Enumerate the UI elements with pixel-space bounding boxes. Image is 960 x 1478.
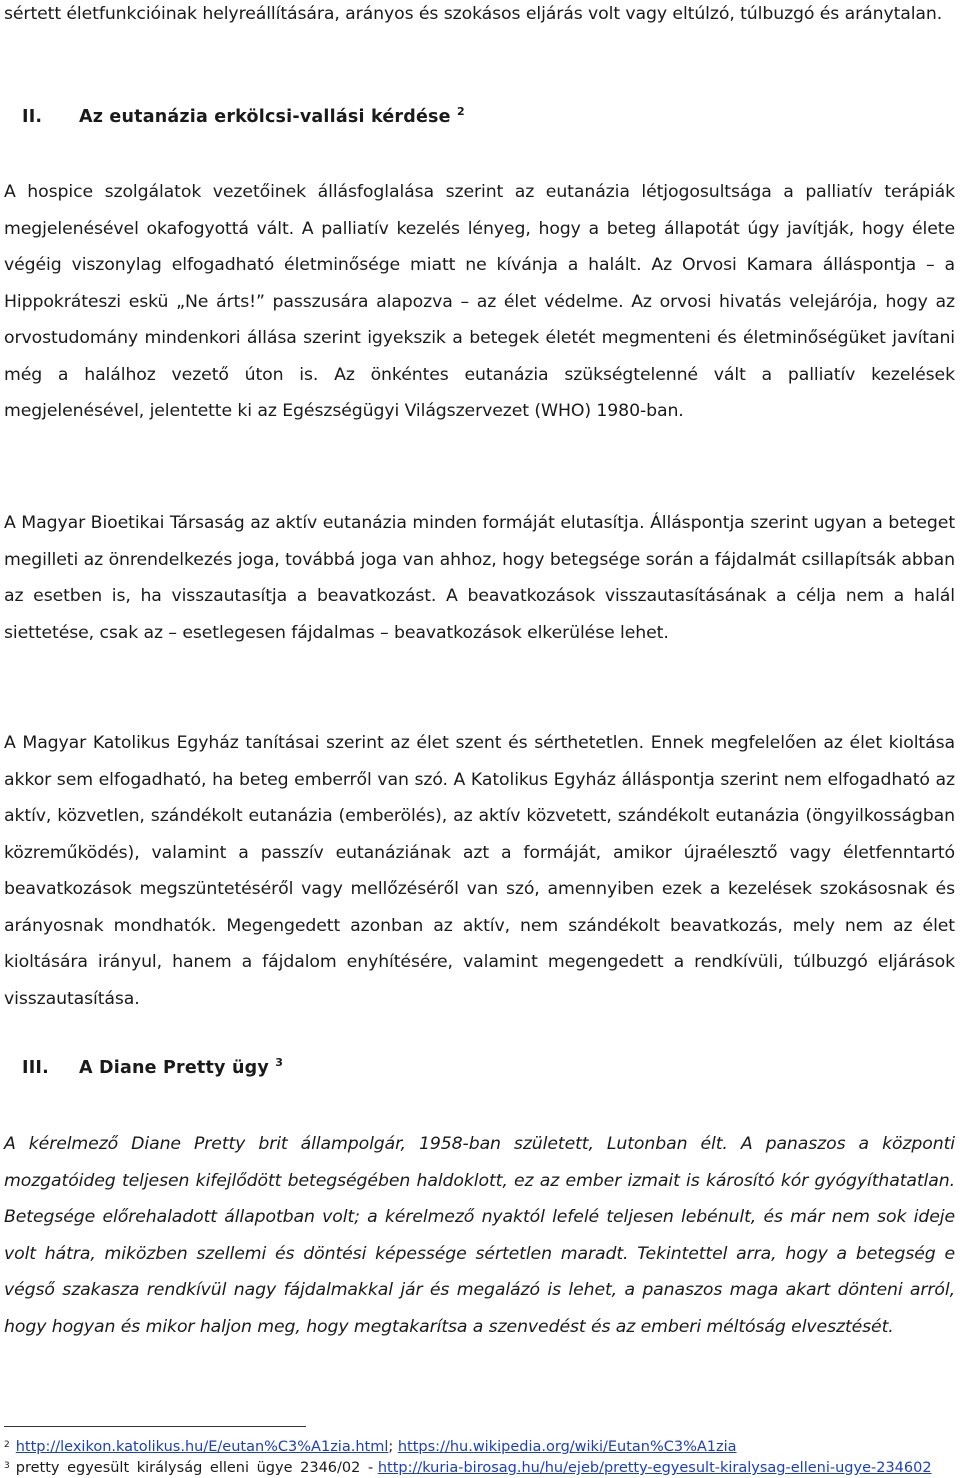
section-number: III. — [22, 1058, 49, 1078]
footnote-divider — [4, 1426, 306, 1427]
footnote-ref[interactable]: 2 — [457, 105, 465, 118]
footnote-link-kuria[interactable]: http://kuria-birosag.hu/hu/ejeb/pretty-egyesult-kiralysag-elleni-ugye-234602 — [377, 1460, 932, 1476]
section-title: A Diane Pretty ügy — [79, 1058, 269, 1078]
footnote-text: pretty egyesült királyság elleni ügye 2346/02 - — [15, 1460, 374, 1476]
footnote-ref[interactable]: 3 — [275, 1056, 284, 1069]
footnote-mark: 3 — [4, 1461, 10, 1471]
footnote-link-lexikon[interactable]: http://lexikon.katolikus.hu/E/eutan%C3%A1zia.html — [15, 1439, 389, 1455]
footnote-2 — [4, 1437, 955, 1457]
footnote-separator: ; — [388, 1439, 394, 1455]
hospice-paragraph: A hospice szolgálatok vezetőinek állásfoglalása szerint az eutanázia létjogosultsága a palliatív terápiák megjelenésével okafogyottá vált. A palliatív kezelés lényeg, hogy a beteg állapotát úgy javítják, hogy élete végéig viszonylag elfogadható életminősége miatt ne kívánja a halált. Az Orvosi Kamara álláspontja – a Hippokráteszi eskü „Ne árts!” passzusára alapozva – az élet védelme. Az orvosi hivatás velejárója, hogy az orvostudomány mindenkori állása szerint igyekszik a betegek életét megmenteni és életminőségüket javítani még a halálhoz vezető úton is. Az önkéntes eutanázia szükségtelenné vált a palliatív kezelések megjelenésével, jelentette ki az Egészségügyi Világszervezet (WHO) 1980-ban. — [4, 182, 955, 421]
footnote-link-wikipedia[interactable]: https://hu.wikipedia.org/wiki/Eutan%C3%A1zia — [397, 1439, 737, 1455]
section-title: Az eutanázia erkölcsi-vallási kérdése — [79, 107, 451, 127]
footnote-3 — [4, 1458, 955, 1478]
katolikus-paragraph: A Magyar Katolikus Egyház tanításai szerint az élet szent és sérthetetlen. Ennek megfelelően az élet kioltása akkor sem elfogadható, ha beteg emberről van szó. A Katolikus Egyház álláspontja szerint nem elfogadható az aktív, közvetlen, szándékolt eutanázia (emberölés), az aktív közvetett, szándékolt eutanázia (öngyilkosságban közreműködés), valamint a passzív eutanáziának azt a formáját, amikor újraélesztő vagy életfenntartó beavatkozások megszüntetéséről vagy mellőzéséről van szó, amennyiben ezek a kezelések szokásosnak és arányosnak mondhatók. Megengedett azonban az aktív, nem szándékolt beavatkozás, mely nem az élet kioltására irányul, hanem a fájdalom enyhítésére, valamint megengedett a rendkívüli, túlbuzgó eljárások visszautasítása. — [4, 733, 955, 1009]
section-heading-3 — [22, 1058, 283, 1078]
section-number: II. — [22, 107, 43, 127]
bioetika-paragraph: A Magyar Bioetikai Társaság az aktív eutanázia minden formáját elutasítja. Álláspontja szerint ugyan a beteget megilleti az önrendelkezés joga, továbbá joga van ahhoz, hogy betegsége során a fájdalmát csillapítsák abban az esetben is, ha visszautasítja a beavatkozást. A beavatkozások visszautasításának a célja nem a halál siettetése, csak az – esetlegesen fájdalmas – beavatkozások elkerülése lehet. — [4, 513, 955, 643]
section-heading-2 — [22, 107, 465, 127]
pretty-case-paragraph: A kérelmező Diane Pretty brit állampolgár, 1958-ban született, Lutonban élt. A panaszos a központi mozgatóideg teljesen kifejlődött betegségében haldoklott, ez az ember izmait is károsító kór gyógyíthatatlan. Betegsége előrehaladott állapotban volt; a kérelmező nyaktól lefelé teljesen lebénult, és már nem sok ideje volt hátra, miközben szellemi és döntési képessége sértetlen maradt. Tekintettel arra, hogy a betegség e végső szakasza rendkívül nagy fájdalmakkal jár és megalázó is lehet, a panaszos maga akart dönteni arról, hogy hogyan és mikor haljon meg, hogy megtakarítsa a szenvedést és az emberi méltóság elvesztését. — [4, 1134, 955, 1337]
footnote-mark: 2 — [4, 1440, 10, 1450]
intro-paragraph-tail: sértett életfunkcióinak helyreállítására, arányos és szokásos eljárás volt vagy eltúlzó, túlbuzgó és aránytalan. — [4, 4, 943, 24]
